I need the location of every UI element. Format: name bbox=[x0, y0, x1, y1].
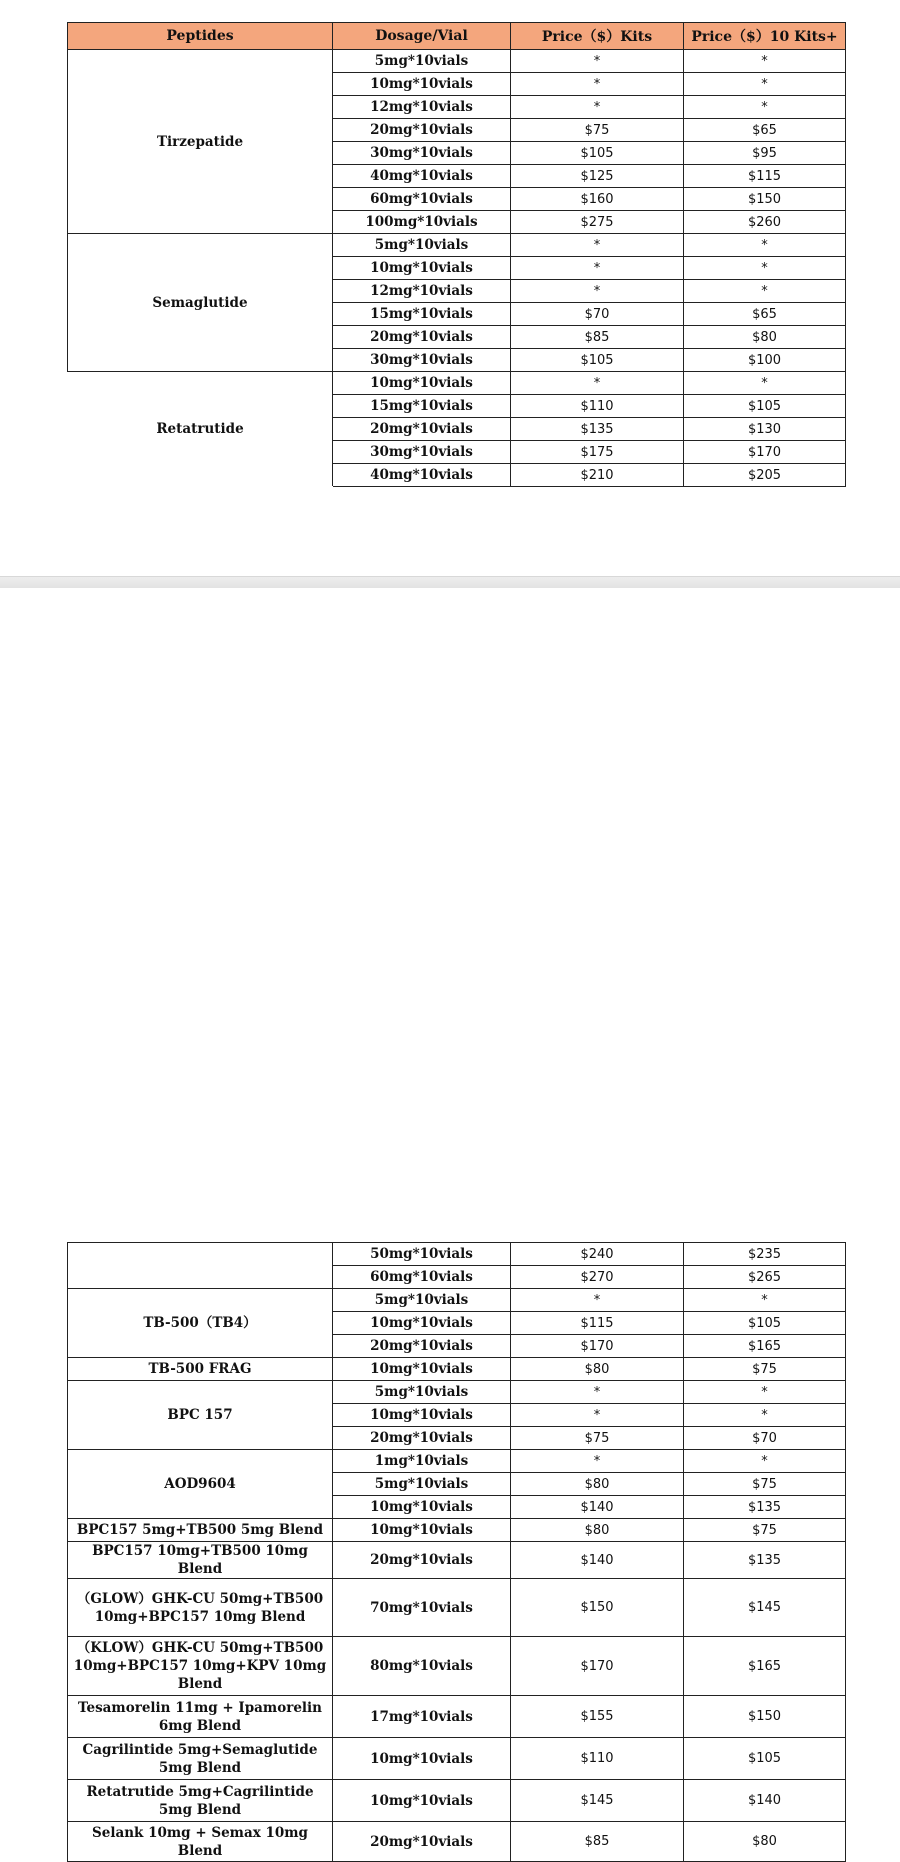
peptide-name: （GLOW）GHK-CU 50mg+TB500 10mg+BPC157 10mg Blend bbox=[68, 1579, 333, 1637]
table-row bbox=[68, 50, 846, 73]
dosage-cell: 70mg*10vials bbox=[333, 1579, 511, 1637]
dosage-cell: 40mg*10vials bbox=[333, 165, 511, 188]
price-10-kits-cell: * bbox=[684, 1289, 846, 1312]
price-10-kits-cell: $80 bbox=[684, 326, 846, 349]
price-table-1 bbox=[67, 22, 846, 487]
price-10-kits-cell: $145 bbox=[684, 1579, 846, 1637]
peptide-name: Semaglutide bbox=[68, 234, 333, 372]
price-10-kits-cell: $265 bbox=[684, 1266, 846, 1289]
price-list-page-2 bbox=[0, 588, 900, 1859]
dosage-cell: 30mg*10vials bbox=[333, 349, 511, 372]
price-10-kits-cell: $260 bbox=[684, 211, 846, 234]
price-10-kits-cell: $165 bbox=[684, 1637, 846, 1696]
price-kit-cell: $270 bbox=[511, 1266, 684, 1289]
dosage-cell: 20mg*10vials bbox=[333, 1427, 511, 1450]
price-10-kits-cell: $140 bbox=[684, 1780, 846, 1822]
header-price-10-kits: Price（$）10 Kits+ bbox=[684, 23, 846, 50]
dosage-cell: 40mg*10vials bbox=[333, 464, 511, 487]
price-10-kits-cell: * bbox=[684, 1404, 846, 1427]
price-10-kits-cell: $105 bbox=[684, 1312, 846, 1335]
table-row bbox=[68, 1822, 846, 1862]
price-kit-cell: $75 bbox=[511, 1427, 684, 1450]
dosage-cell: 10mg*10vials bbox=[333, 372, 511, 395]
dosage-cell: 20mg*10vials bbox=[333, 119, 511, 142]
price-kit-cell: * bbox=[511, 50, 684, 73]
peptide-name: （KLOW）GHK-CU 50mg+TB500 10mg+BPC157 10mg+KPV 10mg Blend bbox=[68, 1637, 333, 1696]
dosage-cell: 20mg*10vials bbox=[333, 418, 511, 441]
price-10-kits-cell: * bbox=[684, 280, 846, 303]
price-10-kits-cell: $115 bbox=[684, 165, 846, 188]
dosage-cell: 20mg*10vials bbox=[333, 1822, 511, 1862]
table-row bbox=[68, 1358, 846, 1381]
header-price-kit: Price（$）Kits bbox=[511, 23, 684, 50]
price-kit-cell: $125 bbox=[511, 165, 684, 188]
table-row bbox=[68, 234, 846, 257]
price-kit-cell: $210 bbox=[511, 464, 684, 487]
dosage-cell: 10mg*10vials bbox=[333, 1358, 511, 1381]
price-10-kits-cell: $80 bbox=[684, 1822, 846, 1862]
table-row bbox=[68, 1450, 846, 1473]
table-row bbox=[68, 1696, 846, 1738]
peptide-name: BPC 157 bbox=[68, 1381, 333, 1450]
peptide-name: BPC157 10mg+TB500 10mg Blend bbox=[68, 1542, 333, 1579]
peptide-name: Tesamorelin 11mg + Ipamorelin 6mg Blend bbox=[68, 1696, 333, 1738]
price-kit-cell: $75 bbox=[511, 119, 684, 142]
peptide-name: Selank 10mg + Semax 10mg Blend bbox=[68, 1822, 333, 1862]
price-kit-cell: $170 bbox=[511, 1335, 684, 1358]
price-kit-cell: $140 bbox=[511, 1542, 684, 1579]
peptide-name: TB-500（TB4） bbox=[68, 1289, 333, 1358]
price-10-kits-cell: * bbox=[684, 73, 846, 96]
table-row bbox=[68, 372, 846, 395]
dosage-cell: 1mg*10vials bbox=[333, 1450, 511, 1473]
table-row bbox=[68, 1289, 846, 1312]
dosage-cell: 12mg*10vials bbox=[333, 96, 511, 119]
price-10-kits-cell: $165 bbox=[684, 1335, 846, 1358]
dosage-cell: 10mg*10vials bbox=[333, 1780, 511, 1822]
peptide-name: Tirzepatide bbox=[68, 50, 333, 234]
dosage-cell: 5mg*10vials bbox=[333, 1289, 511, 1312]
dosage-cell: 5mg*10vials bbox=[333, 1381, 511, 1404]
dosage-cell: 15mg*10vials bbox=[333, 395, 511, 418]
dosage-cell: 10mg*10vials bbox=[333, 1496, 511, 1519]
dosage-cell: 10mg*10vials bbox=[333, 1738, 511, 1780]
price-10-kits-cell: $65 bbox=[684, 119, 846, 142]
dosage-cell: 10mg*10vials bbox=[333, 73, 511, 96]
peptide-name: TB-500 FRAG bbox=[68, 1358, 333, 1381]
price-10-kits-cell: * bbox=[684, 96, 846, 119]
dosage-cell: 20mg*10vials bbox=[333, 1542, 511, 1579]
price-10-kits-cell: * bbox=[684, 50, 846, 73]
peptide-name: Cagrilintide 5mg+Semaglutide 5mg Blend bbox=[68, 1738, 333, 1780]
peptide-name: Retatrutide bbox=[68, 372, 333, 487]
price-10-kits-cell: $70 bbox=[684, 1427, 846, 1450]
table-row bbox=[68, 1780, 846, 1822]
price-kit-cell: * bbox=[511, 1289, 684, 1312]
dosage-cell: 60mg*10vials bbox=[333, 1266, 511, 1289]
price-kit-cell: $170 bbox=[511, 1637, 684, 1696]
table-row bbox=[68, 1519, 846, 1542]
peptide-name: Retatrutide 5mg+Cagrilintide 5mg Blend bbox=[68, 1780, 333, 1822]
price-kit-cell: $240 bbox=[511, 1243, 684, 1266]
price-10-kits-cell: $235 bbox=[684, 1243, 846, 1266]
price-kit-cell: $110 bbox=[511, 1738, 684, 1780]
price-kit-cell: * bbox=[511, 234, 684, 257]
dosage-cell: 10mg*10vials bbox=[333, 1312, 511, 1335]
price-kit-cell: * bbox=[511, 73, 684, 96]
dosage-cell: 10mg*10vials bbox=[333, 1404, 511, 1427]
table-row bbox=[68, 1243, 846, 1266]
price-kit-cell: $135 bbox=[511, 418, 684, 441]
dosage-cell: 10mg*10vials bbox=[333, 257, 511, 280]
dosage-cell: 5mg*10vials bbox=[333, 234, 511, 257]
price-kit-cell: $80 bbox=[511, 1473, 684, 1496]
price-table-2 bbox=[67, 1242, 846, 1862]
price-kit-cell: $80 bbox=[511, 1519, 684, 1542]
price-list-page-1 bbox=[0, 0, 900, 576]
price-kit-cell: * bbox=[511, 96, 684, 119]
price-kit-cell: $150 bbox=[511, 1579, 684, 1637]
price-kit-cell: * bbox=[511, 280, 684, 303]
price-10-kits-cell: $95 bbox=[684, 142, 846, 165]
header-dosage: Dosage/Vial bbox=[333, 23, 511, 50]
header-peptides: Peptides bbox=[68, 23, 333, 50]
dosage-cell: 20mg*10vials bbox=[333, 326, 511, 349]
price-kit-cell: $175 bbox=[511, 441, 684, 464]
price-10-kits-cell: $75 bbox=[684, 1358, 846, 1381]
price-kit-cell: $140 bbox=[511, 1496, 684, 1519]
price-10-kits-cell: $130 bbox=[684, 418, 846, 441]
table-row bbox=[68, 1381, 846, 1404]
dosage-cell: 30mg*10vials bbox=[333, 441, 511, 464]
price-kit-cell: $85 bbox=[511, 326, 684, 349]
price-10-kits-cell: $105 bbox=[684, 1738, 846, 1780]
price-10-kits-cell: $150 bbox=[684, 1696, 846, 1738]
price-kit-cell: $115 bbox=[511, 1312, 684, 1335]
price-10-kits-cell: $135 bbox=[684, 1496, 846, 1519]
price-10-kits-cell: $150 bbox=[684, 188, 846, 211]
price-kit-cell: * bbox=[511, 1450, 684, 1473]
dosage-cell: 80mg*10vials bbox=[333, 1637, 511, 1696]
price-kit-cell: $145 bbox=[511, 1780, 684, 1822]
dosage-cell: 12mg*10vials bbox=[333, 280, 511, 303]
price-kit-cell: $160 bbox=[511, 188, 684, 211]
price-10-kits-cell: $205 bbox=[684, 464, 846, 487]
dosage-cell: 30mg*10vials bbox=[333, 142, 511, 165]
price-kit-cell: $105 bbox=[511, 349, 684, 372]
price-10-kits-cell: $135 bbox=[684, 1542, 846, 1579]
price-10-kits-cell: $75 bbox=[684, 1519, 846, 1542]
peptide-name bbox=[68, 1243, 333, 1289]
dosage-cell: 5mg*10vials bbox=[333, 50, 511, 73]
table-row bbox=[68, 1738, 846, 1780]
table-row bbox=[68, 1579, 846, 1637]
price-10-kits-cell: * bbox=[684, 1381, 846, 1404]
price-10-kits-cell: $170 bbox=[684, 441, 846, 464]
price-kit-cell: $70 bbox=[511, 303, 684, 326]
table-row bbox=[68, 1542, 846, 1579]
table-row bbox=[68, 1637, 846, 1696]
price-kit-cell: $80 bbox=[511, 1358, 684, 1381]
dosage-cell: 20mg*10vials bbox=[333, 1335, 511, 1358]
peptide-name: BPC157 5mg+TB500 5mg Blend bbox=[68, 1519, 333, 1542]
price-kit-cell: $155 bbox=[511, 1696, 684, 1738]
price-10-kits-cell: $75 bbox=[684, 1473, 846, 1496]
price-10-kits-cell: * bbox=[684, 257, 846, 280]
price-10-kits-cell: * bbox=[684, 234, 846, 257]
peptide-name: AOD9604 bbox=[68, 1450, 333, 1519]
price-kit-cell: $110 bbox=[511, 395, 684, 418]
dosage-cell: 17mg*10vials bbox=[333, 1696, 511, 1738]
price-kit-cell: $275 bbox=[511, 211, 684, 234]
price-kit-cell: $105 bbox=[511, 142, 684, 165]
dosage-cell: 50mg*10vials bbox=[333, 1243, 511, 1266]
price-kit-cell: $85 bbox=[511, 1822, 684, 1862]
price-10-kits-cell: $100 bbox=[684, 349, 846, 372]
price-10-kits-cell: * bbox=[684, 1450, 846, 1473]
price-kit-cell: * bbox=[511, 257, 684, 280]
dosage-cell: 10mg*10vials bbox=[333, 1519, 511, 1542]
price-kit-cell: * bbox=[511, 1404, 684, 1427]
price-kit-cell: * bbox=[511, 372, 684, 395]
price-10-kits-cell: * bbox=[684, 372, 846, 395]
price-10-kits-cell: $105 bbox=[684, 395, 846, 418]
dosage-cell: 15mg*10vials bbox=[333, 303, 511, 326]
price-kit-cell: * bbox=[511, 1381, 684, 1404]
header-row bbox=[68, 23, 846, 50]
price-10-kits-cell: $65 bbox=[684, 303, 846, 326]
dosage-cell: 100mg*10vials bbox=[333, 211, 511, 234]
dosage-cell: 60mg*10vials bbox=[333, 188, 511, 211]
dosage-cell: 5mg*10vials bbox=[333, 1473, 511, 1496]
